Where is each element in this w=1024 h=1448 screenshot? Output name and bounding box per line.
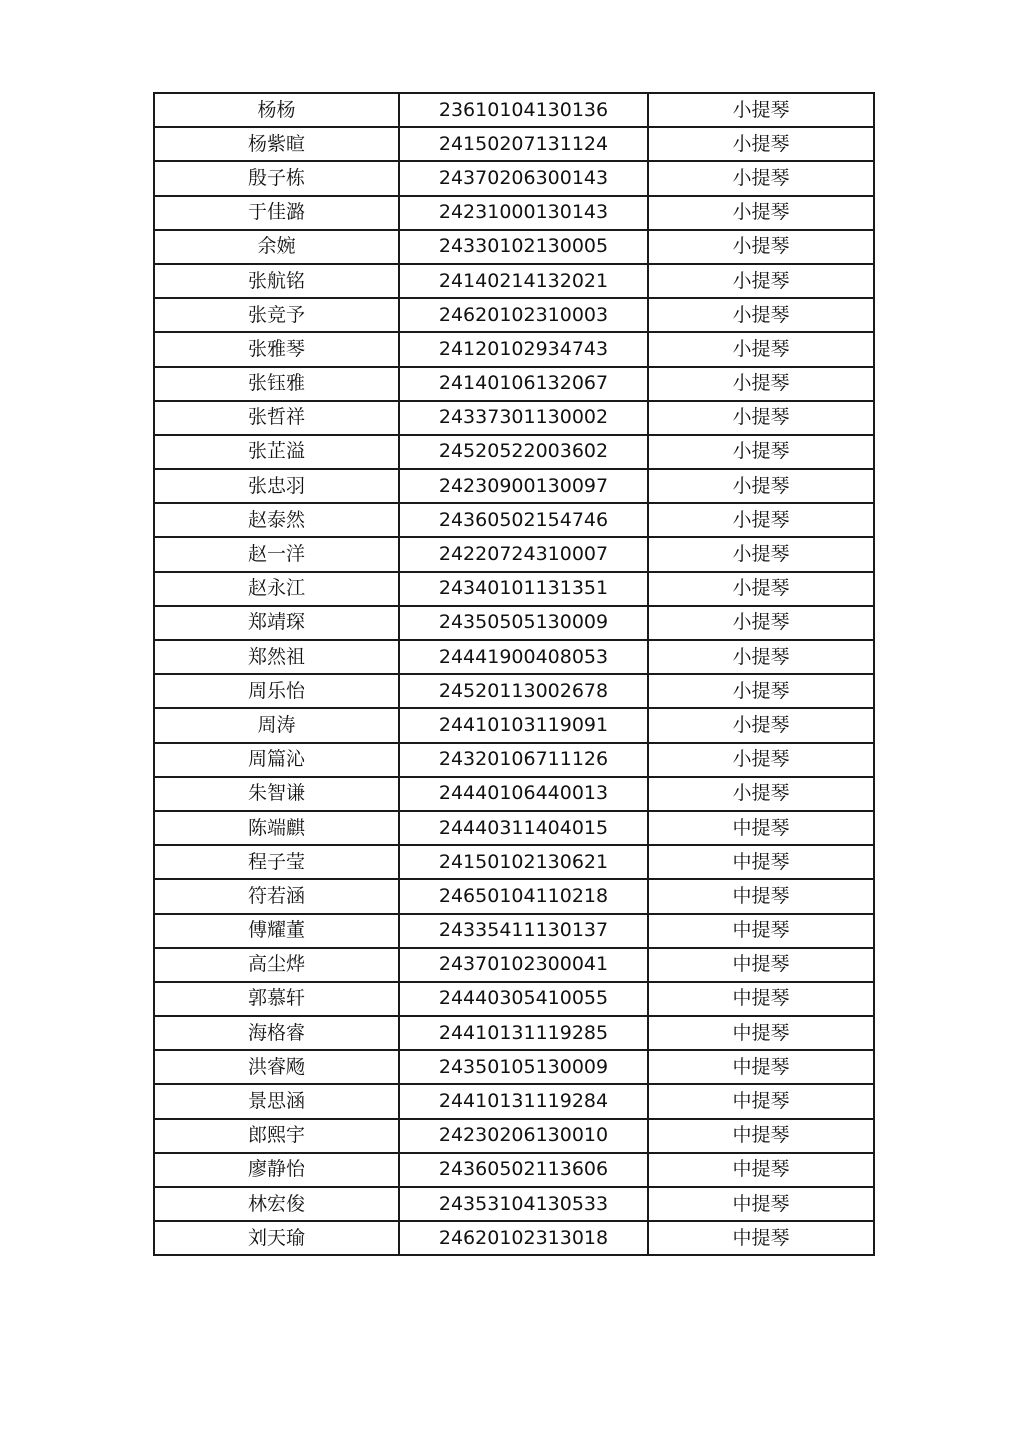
table-row — [154, 469, 874, 503]
table-row — [154, 811, 874, 845]
id-cell: 24440106440013 — [399, 777, 648, 811]
table-row — [154, 640, 874, 674]
name-cell: 周乐怡 — [154, 674, 399, 708]
name-cell: 杨杨 — [154, 93, 399, 127]
instrument-cell: 中提琴 — [648, 811, 874, 845]
name-cell: 海格睿 — [154, 1016, 399, 1050]
id-cell: 24150102130621 — [399, 845, 648, 879]
table-row — [154, 948, 874, 982]
name-cell: 林宏俊 — [154, 1187, 399, 1221]
id-cell: 24440305410055 — [399, 982, 648, 1016]
table-row — [154, 743, 874, 777]
id-cell: 24370206300143 — [399, 161, 648, 195]
table-row — [154, 230, 874, 264]
name-cell: 郑然祖 — [154, 640, 399, 674]
table-row — [154, 1221, 874, 1255]
instrument-cell: 小提琴 — [648, 435, 874, 469]
instrument-cell: 小提琴 — [648, 264, 874, 298]
id-cell: 24231000130143 — [399, 196, 648, 230]
name-cell: 周篇沁 — [154, 743, 399, 777]
instrument-cell: 小提琴 — [648, 93, 874, 127]
instrument-cell: 小提琴 — [648, 298, 874, 332]
instrument-cell: 小提琴 — [648, 708, 874, 742]
id-cell: 24620102310003 — [399, 298, 648, 332]
instrument-cell: 小提琴 — [648, 503, 874, 537]
instrument-cell: 中提琴 — [648, 1153, 874, 1187]
table-row — [154, 1016, 874, 1050]
name-cell: 景思涵 — [154, 1084, 399, 1118]
table-row — [154, 572, 874, 606]
table-row — [154, 1119, 874, 1153]
table-row — [154, 674, 874, 708]
instrument-cell: 小提琴 — [648, 743, 874, 777]
name-cell: 朱智谦 — [154, 777, 399, 811]
table-row — [154, 196, 874, 230]
id-cell: 24230900130097 — [399, 469, 648, 503]
name-cell: 高尘烨 — [154, 948, 399, 982]
name-cell: 余婉 — [154, 230, 399, 264]
table-row — [154, 367, 874, 401]
id-cell: 24410131119284 — [399, 1084, 648, 1118]
instrument-cell: 中提琴 — [648, 1187, 874, 1221]
table-row — [154, 879, 874, 913]
instrument-cell: 中提琴 — [648, 914, 874, 948]
name-cell: 洪睿飏 — [154, 1050, 399, 1084]
name-cell: 殷子栋 — [154, 161, 399, 195]
instrument-cell: 小提琴 — [648, 777, 874, 811]
name-cell: 赵一洋 — [154, 537, 399, 571]
name-cell: 于佳潞 — [154, 196, 399, 230]
instrument-cell: 小提琴 — [648, 127, 874, 161]
instrument-cell: 中提琴 — [648, 845, 874, 879]
instrument-cell: 中提琴 — [648, 1221, 874, 1255]
name-cell: 郎熙宇 — [154, 1119, 399, 1153]
id-cell: 24350505130009 — [399, 606, 648, 640]
instrument-cell: 小提琴 — [648, 537, 874, 571]
instrument-cell: 中提琴 — [648, 1050, 874, 1084]
instrument-cell: 中提琴 — [648, 1016, 874, 1050]
name-cell: 张芷溢 — [154, 435, 399, 469]
table-row — [154, 1153, 874, 1187]
table-row — [154, 264, 874, 298]
table-row — [154, 435, 874, 469]
id-cell: 24340101131351 — [399, 572, 648, 606]
instrument-cell: 小提琴 — [648, 332, 874, 366]
name-cell: 郑靖琛 — [154, 606, 399, 640]
table-row — [154, 127, 874, 161]
id-cell: 24335411130137 — [399, 914, 648, 948]
table-row — [154, 1084, 874, 1118]
id-cell: 24320106711126 — [399, 743, 648, 777]
id-cell: 24150207131124 — [399, 127, 648, 161]
table-row — [154, 1050, 874, 1084]
name-cell: 陈端麒 — [154, 811, 399, 845]
roster-table-body — [154, 93, 874, 1255]
table-row — [154, 982, 874, 1016]
name-cell: 赵永江 — [154, 572, 399, 606]
id-cell: 24120102934743 — [399, 332, 648, 366]
instrument-cell: 小提琴 — [648, 674, 874, 708]
id-cell: 24337301130002 — [399, 401, 648, 435]
id-cell: 24350105130009 — [399, 1050, 648, 1084]
name-cell: 傅耀董 — [154, 914, 399, 948]
instrument-cell: 小提琴 — [648, 572, 874, 606]
name-cell: 刘天瑜 — [154, 1221, 399, 1255]
name-cell: 符若涵 — [154, 879, 399, 913]
table-row — [154, 914, 874, 948]
name-cell: 赵泰然 — [154, 503, 399, 537]
name-cell: 张哲祥 — [154, 401, 399, 435]
id-cell: 24440311404015 — [399, 811, 648, 845]
id-cell: 24360502154746 — [399, 503, 648, 537]
table-row — [154, 503, 874, 537]
instrument-cell: 中提琴 — [648, 879, 874, 913]
instrument-cell: 中提琴 — [648, 1084, 874, 1118]
table-row — [154, 708, 874, 742]
instrument-cell: 小提琴 — [648, 401, 874, 435]
instrument-cell: 小提琴 — [648, 367, 874, 401]
instrument-cell: 小提琴 — [648, 640, 874, 674]
table-row — [154, 161, 874, 195]
id-cell: 24650104110218 — [399, 879, 648, 913]
instrument-cell: 中提琴 — [648, 1119, 874, 1153]
table-row — [154, 777, 874, 811]
instrument-cell: 中提琴 — [648, 982, 874, 1016]
id-cell: 24330102130005 — [399, 230, 648, 264]
name-cell: 张竞予 — [154, 298, 399, 332]
id-cell: 24140214132021 — [399, 264, 648, 298]
table-row — [154, 401, 874, 435]
name-cell: 廖静怡 — [154, 1153, 399, 1187]
id-cell: 24230206130010 — [399, 1119, 648, 1153]
instrument-cell: 小提琴 — [648, 161, 874, 195]
name-cell: 张雅琴 — [154, 332, 399, 366]
table-row — [154, 332, 874, 366]
name-cell: 郭慕轩 — [154, 982, 399, 1016]
table-row — [154, 606, 874, 640]
instrument-cell: 小提琴 — [648, 606, 874, 640]
name-cell: 程子莹 — [154, 845, 399, 879]
table-row — [154, 298, 874, 332]
id-cell: 24370102300041 — [399, 948, 648, 982]
id-cell: 24620102313018 — [399, 1221, 648, 1255]
id-cell: 24520113002678 — [399, 674, 648, 708]
id-cell: 24441900408053 — [399, 640, 648, 674]
id-cell: 24520522003602 — [399, 435, 648, 469]
id-cell: 24410131119285 — [399, 1016, 648, 1050]
table-row — [154, 845, 874, 879]
id-cell: 24360502113606 — [399, 1153, 648, 1187]
id-cell: 24353104130533 — [399, 1187, 648, 1221]
name-cell: 周涛 — [154, 708, 399, 742]
instrument-cell: 中提琴 — [648, 948, 874, 982]
instrument-cell: 小提琴 — [648, 230, 874, 264]
id-cell: 23610104130136 — [399, 93, 648, 127]
id-cell: 24140106132067 — [399, 367, 648, 401]
roster-table — [153, 92, 875, 1256]
name-cell: 张钰雅 — [154, 367, 399, 401]
name-cell: 张忠羽 — [154, 469, 399, 503]
table-row — [154, 537, 874, 571]
id-cell: 24410103119091 — [399, 708, 648, 742]
name-cell: 张航铭 — [154, 264, 399, 298]
instrument-cell: 小提琴 — [648, 469, 874, 503]
id-cell: 24220724310007 — [399, 537, 648, 571]
table-row — [154, 1187, 874, 1221]
table-row — [154, 93, 874, 127]
instrument-cell: 小提琴 — [648, 196, 874, 230]
name-cell: 杨紫暄 — [154, 127, 399, 161]
